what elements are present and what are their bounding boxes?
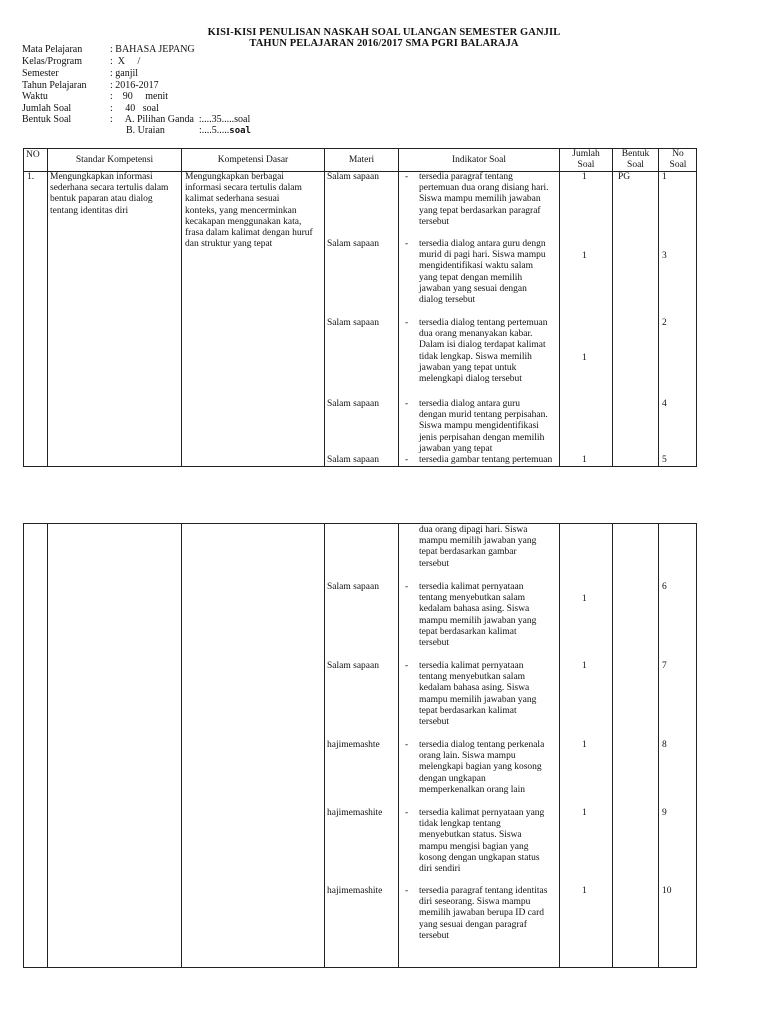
jumlah-cell: 1 (582, 172, 587, 182)
meta-value: : 40 soal (110, 103, 159, 114)
no-soal-cell: 3 (662, 251, 667, 261)
document-title-line2: TAHUN PELAJARAN 2016/2017 SMA PGRI BALARAJA (249, 38, 519, 49)
jumlah-cell: 1 (582, 740, 587, 750)
header-nosoal-line1: No (672, 149, 684, 159)
header-bentuk-line1: Bentuk (621, 149, 650, 159)
materi-cell: hajimemashte (327, 740, 380, 750)
jumlah-cell: 1 (582, 251, 587, 261)
header-jumlah-line1: Jumlah (572, 149, 600, 159)
header-nosoal-line2: Soal (669, 160, 687, 170)
meta-value: : X / (110, 56, 141, 67)
materi-cell: Salam sapaan (327, 172, 379, 182)
kisi-kisi-table-page2: dua orang dipagi hari. Siswa mampu memilih jawaban yang tepat berdasarkan gambar tersebut Salam sapaan - tersedia kalimat pernyataan tentang menyebutkan salam kedalam bahasa asing. Siswa mampu memilih jawaban yang tepat berdasarkan kalimat tersebut 1 6 Salam sapaan - tersedia kalimat pernyataan tentang menyebutkan salam kedalam bahasa asing. Siswa mampu memilih jawaban yang tepat berdasarkan kalimat tersebut 1 7 hajimemashte - tersedia dialog tentang perkenala orang lain. Siswa mampu melengkapi bagian yang kosong dengan ungkapan memperkenalkan orang lain 1 8 hajimemashite - tersedia kalimat pernyataan yang tidak lengkap tentang menyebutkan status. Siswa mampu mengisi bagian yang kosong dengan ungkapan status diri sendiri 1 9 hajimemashite - tersedia paragraf tentang identitas diri seseorang. Siswa mampu memilih jawaban berupa ID card yang sesuai dengan paragraf tersebut 1 10 (23, 523, 697, 968)
no-soal-cell: 4 (662, 399, 667, 409)
meta-value: : BAHASA JEPANG (110, 44, 195, 55)
meta-value: : ganjil (110, 68, 139, 79)
meta-uraian-value (199, 125, 251, 137)
no-soal-cell: 8 (662, 740, 667, 750)
meta-label: Waktu (22, 91, 48, 102)
row-number: 1. (27, 172, 35, 182)
no-soal-cell: 10 (662, 886, 672, 896)
meta-label: Kelas/Program (22, 56, 82, 67)
bentuk-cell: PG (618, 172, 631, 182)
meta-label: Bentuk Soal (22, 114, 72, 125)
kompetensi-dasar-text: Mengungkapkan berbagai informasi secara tertulis dalam kalimat sederhana sesuai konteks, yang mencerminkan kecakapan menggunakan kata, frasa dalam kalimat dengan huruf dan struktur yang tepat (185, 172, 313, 250)
no-soal-cell: 9 (662, 808, 667, 818)
meta-label: Jumlah Soal (22, 103, 72, 114)
document-title-line1: KISI-KISI PENULISAN NASKAH SOAL ULANGAN SEMESTER GANJIL (207, 27, 561, 38)
jumlah-cell: 1 (582, 886, 587, 896)
no-soal-cell: 2 (662, 318, 667, 328)
header-standar-kompetensi: Standar Kompetensi (75, 155, 154, 165)
materi-cell: hajimemashite (327, 808, 383, 818)
materi-cell: Salam sapaan (327, 661, 379, 671)
no-soal-cell: 5 (662, 455, 667, 465)
no-soal-cell: 1 (662, 172, 667, 182)
materi-cell: Salam sapaan (327, 455, 379, 465)
kisi-kisi-table-page1: NO Standar Kompetensi Kompetensi Dasar Materi Indikator Soal Jumlah Soal Bentuk Soal No Soal 1. Mengungkapkan informasi sederhana secara tertulis dalam bentuk paparan atau dialog tentang identitas diri Mengungkapkan berbagai informasi secara tertulis dalam kalimat sederhana sesuai konteks, yang mencerminkan kecakapan menggunakan kata, frasa dalam kalimat dengan huruf dan struktur yang tepat Salam sapaan - tersedia paragraf tentang pertemuan dua orang disiang hari. Siswa mampu memilih jawaban yang tepat berdasarkan paragraf tersebut 1 PG 1 Salam sapaan - tersedia dialog antara guru dengn murid di pagi hari. Siswa mampu mengidentifikasi waktu salam yang tepat dengan memilih jawaban yang sesuai dengan dialog tersebut 1 3 Salam sapaan - tersedia dialog tentang pertemuan dua orang menanyakan kabar. Dalam isi dialog terdapat kalimat tidak lengkap. Siswa memilih jawaban yang tepat untuk melengkapi dialog tersebut 1 2 Salam sapaan - tersedia dialog antara guru dengan murid tentang perpisahan. Siswa mampu mengidentifikasi jenis perpisahan dengan memilih jawaban yang tepat 4 Salam sapaan - tersedia gambar tentang pertemuan 1 5 (23, 148, 697, 467)
header-materi: Materi (348, 155, 375, 165)
jumlah-cell: 1 (582, 594, 587, 604)
materi-cell: Salam sapaan (327, 318, 379, 328)
standar-kompetensi-text: Mengungkapkan informasi sederhana secara tertulis dalam bentuk paparan atau dialog tentang identitas diri (50, 172, 169, 216)
meta-value: : A. Pilihan Ganda :....35.....soal (110, 114, 251, 125)
header-indikator-soal: Indikator Soal (451, 155, 507, 165)
header-kompetensi-dasar: Kompetensi Dasar (217, 155, 289, 165)
meta-label: Semester (22, 68, 59, 79)
jumlah-cell: 1 (582, 455, 587, 465)
header-no: NO (26, 150, 40, 160)
materi-cell: Salam sapaan (327, 582, 379, 592)
header-bentuk-soal (613, 149, 658, 171)
meta-value: : 90 menit (110, 91, 169, 102)
materi-cell: Salam sapaan (327, 399, 379, 409)
meta-label: Mata Pelajaran (22, 44, 83, 55)
header-bentuk-line2: Soal (627, 160, 644, 170)
header-jumlah-line2: Soal (577, 160, 595, 170)
materi-cell: Salam sapaan (327, 239, 379, 249)
jumlah-cell: 1 (582, 808, 587, 818)
jumlah-cell: 1 (582, 353, 587, 363)
meta-label: Tahun Pelajaran (22, 80, 87, 91)
no-soal-cell: 6 (662, 582, 667, 592)
materi-cell: hajimemashite (327, 886, 383, 896)
header-no-soal (659, 149, 697, 171)
meta-uraian-label: B. Uraian (126, 125, 165, 136)
no-soal-cell: 7 (662, 661, 667, 671)
meta-uraian-unit: soal (229, 126, 251, 136)
meta-value: : 2016-2017 (110, 80, 159, 91)
meta-uraian-count: :....5..... (199, 125, 230, 136)
header-jumlah-soal (560, 149, 612, 171)
jumlah-cell: 1 (582, 661, 587, 671)
